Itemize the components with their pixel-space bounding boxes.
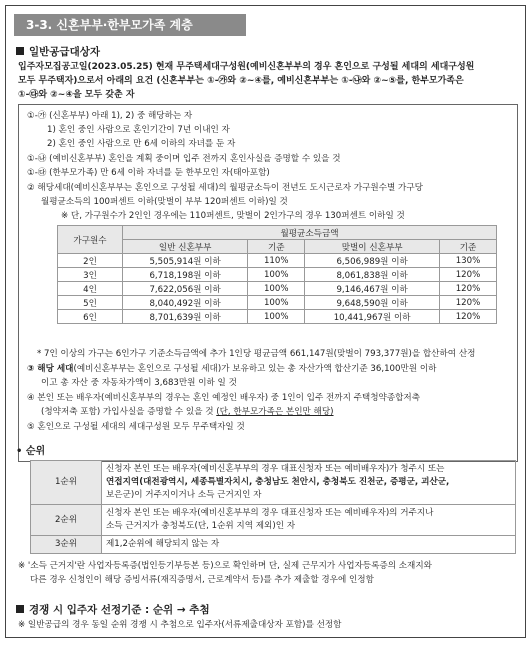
income-source-note bbox=[18, 559, 518, 587]
cell: 8,701,639원 이하 bbox=[123, 310, 248, 324]
intro-paragraph bbox=[18, 60, 514, 102]
cell: 6인 bbox=[58, 310, 123, 324]
rank-desc bbox=[102, 505, 516, 536]
table-row bbox=[58, 268, 497, 282]
cell: 9,648,590원 이하 bbox=[305, 296, 440, 310]
cell: 100% bbox=[248, 268, 305, 282]
rank-line: 보은군)이 거주지이거나 소득 근거지인 자 bbox=[106, 490, 262, 500]
table-row bbox=[31, 536, 516, 554]
rank-heading: • 순위 bbox=[16, 446, 46, 457]
selection-label: 경쟁 시 입주자 선정기준 : 순위 → 추첨 bbox=[29, 604, 210, 616]
cell: 100% bbox=[248, 310, 305, 324]
cell: 6,506,989원 이하 bbox=[305, 254, 440, 268]
rank-table bbox=[30, 460, 516, 554]
general-supply-label: 일반공급대상자 bbox=[29, 46, 101, 58]
req-income-2: 월평균소득의 100퍼센트 이하(맞벌이 부부 120퍼센트 이하)일 것 bbox=[41, 197, 288, 207]
req-assets-2: 이고 총 자산 중 자동차가액이 3,683만원 이하 일 것 bbox=[41, 378, 237, 388]
req-assets-label: ③ 해당 세대 bbox=[27, 364, 74, 374]
note-line-1: ※ '소득 근거지'란 사업자등록증(법인등기부등본 등)으로 확인하며 단, 실제 근무지가 사업자등록증의 소재지와 bbox=[18, 561, 432, 571]
table-row bbox=[58, 310, 497, 324]
general-supply-heading bbox=[16, 44, 100, 59]
square-bullet-icon bbox=[16, 47, 24, 55]
header-basis-1: 기준 bbox=[248, 240, 305, 254]
intro-line-2: 모두 무주택자)으로서 아래의 요건 (신혼부부는 ①-㉮와 ②~④를, 예비신혼부부는 ①-㉯와 ②~⑤를, 한부모가족은 bbox=[18, 76, 464, 86]
req-savings: ④ 본인 또는 배우자(예비신혼부부의 경우는 혼인 예정인 배우자) 중 1인이 입주 전까지 주택청약종합저축 bbox=[27, 393, 421, 403]
cell: 120% bbox=[440, 296, 497, 310]
cell: 120% bbox=[440, 310, 497, 324]
rank-key: 3순위 bbox=[31, 536, 102, 554]
rank-line: 연접지역(대전광역시, 세종특별자치시, 충청남도 천안시, 충청북도 진천군, 증평군, 괴산군, bbox=[106, 477, 450, 487]
rank-desc bbox=[102, 461, 516, 505]
cell: 7,622,056원 이하 bbox=[123, 282, 248, 296]
table-row bbox=[31, 461, 516, 505]
square-bullet-icon bbox=[16, 605, 24, 613]
cell: 4인 bbox=[58, 282, 123, 296]
cell: 10,441,967원 이하 bbox=[305, 310, 440, 324]
cell: 120% bbox=[440, 282, 497, 296]
header-income-group: 월평균소득금액 bbox=[123, 226, 497, 240]
rank-line: 소득 근거지가 충청북도(단, 1순위 지역 제외)인 자 bbox=[106, 521, 296, 531]
table-row bbox=[58, 282, 497, 296]
rank-line: 제1,2순위에 해당되지 않는 자 bbox=[106, 539, 220, 549]
req-savings-2 bbox=[41, 405, 334, 417]
req-savings-text: (청약저축 포함) 가입사실을 증명할 수 있을 것 bbox=[41, 407, 217, 417]
req-homeless: ⑤ 혼인으로 구성될 세대의 세대구성원 모두 무주택자일 것 bbox=[27, 422, 245, 432]
selection-note: ※ 일반공급의 경우 동일 순위 경쟁 시 추첨으로 입주자(서류제출대상자 포함)를 선정함 bbox=[18, 620, 342, 630]
req-income-note: ※ 단, 가구원수가 2인인 경우에는 110퍼센트, 맞벌이 2인가구의 경우 130퍼센트 이하일 것 bbox=[61, 211, 405, 221]
cell: 8,040,492원 이하 bbox=[123, 296, 248, 310]
intro-line-3: ①-㉰와 ②~④을 모두 갖춘 자 bbox=[18, 90, 135, 100]
note-line-2: 다른 경우 신청인이 해당 증빙서류(재직증명서, 근로계약서 등)를 추가 제출할 경우에 인정함 bbox=[30, 575, 374, 585]
req-income-1: ② 해당세대(예비신혼부부는 혼인으로 구성될 세대)의 월평균소득이 전년도 도시근로자 가구원수별 가구당 bbox=[27, 183, 423, 193]
cell: 120% bbox=[440, 268, 497, 282]
table-row bbox=[58, 254, 497, 268]
cell: 2인 bbox=[58, 254, 123, 268]
cell: 6,718,198원 이하 bbox=[123, 268, 248, 282]
cell: 9,146,467원 이하 bbox=[305, 282, 440, 296]
rank-line: 신청자 본인 또는 배우자(예비신혼부부의 경우 대표신청자 또는 예비배우자)가 청주시 또는 bbox=[106, 464, 445, 474]
rank-key: 1순위 bbox=[31, 461, 102, 505]
header-general: 일반 신혼부부 bbox=[123, 240, 248, 254]
header-basis-2: 기준 bbox=[440, 240, 497, 254]
header-household: 가구원수 bbox=[58, 226, 123, 254]
cell: 130% bbox=[440, 254, 497, 268]
document-page bbox=[5, 5, 526, 638]
rank-line: 신청자 본인 또는 배우자(예비신혼부부의 경우 대표신청자 또는 예비배우자)의 거주지나 bbox=[106, 508, 434, 518]
req-newlyweds-2: 2) 혼인 중인 사람으로 만 6세 이하의 자녀를 둔 자 bbox=[47, 139, 236, 149]
requirements-box bbox=[18, 104, 518, 462]
cell: 110% bbox=[248, 254, 305, 268]
cell: 100% bbox=[248, 296, 305, 310]
cell: 100% bbox=[248, 282, 305, 296]
req-newlyweds: ①-㉮ (신혼부부) 아래 1), 2) 중 해당하는 자 bbox=[27, 111, 193, 121]
req-assets-text: (예비신혼부부는 혼인으로 구성될 세대)가 보유하고 있는 총 자산가액 합산기준 36,100만원 이하 bbox=[73, 364, 437, 374]
rank-key: 2순위 bbox=[31, 505, 102, 536]
cell: 5인 bbox=[58, 296, 123, 310]
section-title: 3-3. 신혼부부·한부모가족 계층 bbox=[14, 14, 246, 36]
cell: 8,061,838원 이하 bbox=[305, 268, 440, 282]
req-single-parent: ①-㉰ (한부모가족) 만 6세 이하 자녀를 둔 한부모인 자(태아포함) bbox=[27, 168, 270, 178]
rank-desc bbox=[102, 536, 516, 554]
table-row bbox=[31, 505, 516, 536]
header-dual: 맞벌이 신혼부부 bbox=[305, 240, 440, 254]
cell: 3인 bbox=[58, 268, 123, 282]
income-table bbox=[57, 225, 497, 324]
note-seven-plus: * 7인 이상의 가구는 6인가구 기준소득금액에 추가 1인당 평균금액 661,147원(맞벌이 793,377원)을 합산하여 산정 bbox=[37, 349, 476, 359]
selection-heading bbox=[16, 602, 210, 617]
intro-line-1: 입주자모집공고일(2023.05.25) 현재 무주택세대구성원(예비신혼부부의 경우 혼인으로 구성될 세대의 세대구성원 bbox=[18, 62, 475, 72]
req-newlyweds-1: 1) 혼인 중인 사람으로 혼인기간이 7년 이내인 자 bbox=[47, 125, 230, 135]
cell: 5,505,914원 이하 bbox=[123, 254, 248, 268]
table-row bbox=[58, 296, 497, 310]
req-prospective: ①-㉯ (예비신혼부부) 혼인을 계획 중이며 입주 전까지 혼인사실을 증명할 수 있을 것 bbox=[27, 154, 341, 164]
req-savings-exception: (단, 한부모가족은 본인만 해당) bbox=[216, 407, 334, 417]
req-assets bbox=[27, 362, 436, 374]
